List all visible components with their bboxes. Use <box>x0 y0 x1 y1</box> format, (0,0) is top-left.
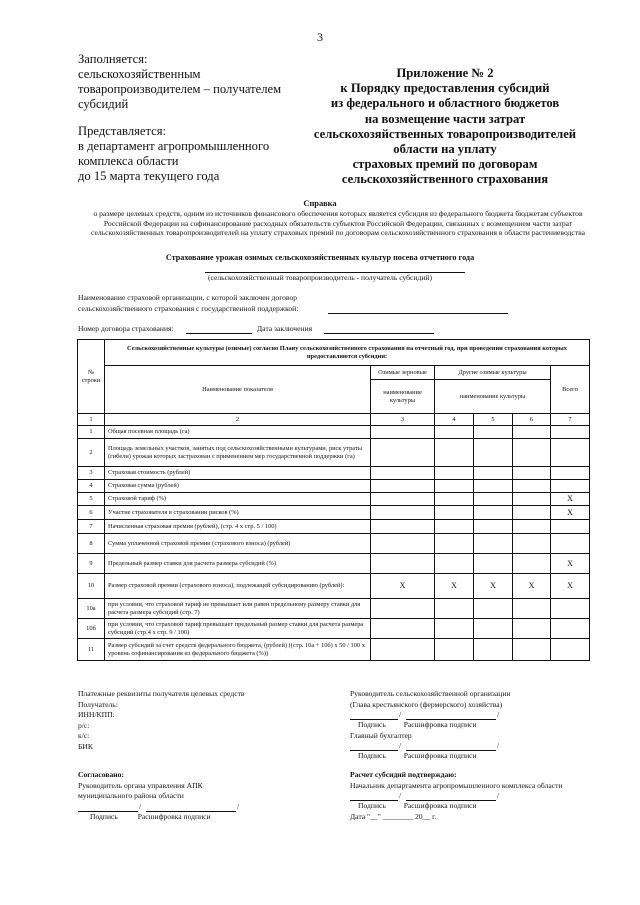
head-decode-field[interactable] <box>406 710 496 720</box>
value-cell[interactable] <box>435 639 474 661</box>
value-cell[interactable] <box>435 554 474 574</box>
value-cell[interactable] <box>371 619 435 639</box>
not-applicable-mark: Х <box>513 574 551 599</box>
col-number: 1 <box>78 414 105 426</box>
insurer-label-1: Наименование страховой организации, с которой заключен договор <box>78 293 298 302</box>
contract-number-field[interactable] <box>186 333 252 334</box>
value-cell[interactable] <box>513 534 551 554</box>
col-other-winter: Другие озимые культуры <box>435 366 551 380</box>
col-number: 4 <box>435 414 474 426</box>
value-cell[interactable] <box>435 480 474 493</box>
value-cell[interactable] <box>435 426 474 439</box>
bank-recipient: Получатель: <box>78 699 118 709</box>
table-row <box>78 467 590 480</box>
value-cell[interactable] <box>371 639 435 661</box>
insurer-field[interactable] <box>328 313 508 314</box>
value-cell[interactable] <box>513 493 551 506</box>
row-number: 11 <box>78 639 105 661</box>
agreed-title: Согласовано: <box>78 770 124 779</box>
subsidy-table <box>77 339 590 661</box>
bank-details <box>78 689 328 753</box>
row-indicator: Сумма уплаченной страховой премии (страхового взноса) (рублей) <box>105 534 371 554</box>
value-cell[interactable] <box>435 506 474 520</box>
date-field[interactable]: Дата "__" ________ 20__ г. <box>350 811 437 821</box>
row-number: 10а <box>78 599 105 619</box>
agreed-line: муниципального района области <box>78 791 184 801</box>
submitted-line: до 15 марта текущего года <box>78 169 220 183</box>
accountant-decode-field[interactable] <box>406 741 496 751</box>
appendix-line: страховых премий по договорам <box>352 157 538 172</box>
row-number: 6 <box>78 506 105 520</box>
appendix-title: Приложение № 2 <box>396 66 494 80</box>
confirmed-line: Начальник департамента агропромышленного комплекса области <box>350 780 563 790</box>
value-cell[interactable] <box>371 599 435 619</box>
table-row <box>78 619 590 639</box>
value-cell[interactable] <box>435 467 474 480</box>
contract-number-label: Номер договора страхования: <box>78 324 174 333</box>
value-cell[interactable] <box>474 534 513 554</box>
fills-line: субсидий <box>78 97 129 111</box>
agreed-sign-field[interactable] <box>78 802 138 812</box>
fills-line: сельскохозяйственным <box>78 67 201 81</box>
col-total: Всего <box>551 366 590 414</box>
insurer-label-2: сельскохозяйственного страхования с государственной поддержкой: <box>78 304 299 313</box>
row-number: 9 <box>78 554 105 574</box>
row-number: 1 <box>78 426 105 439</box>
row-indicator: Участие страхователя в страховании рисков (%) <box>105 506 371 520</box>
not-applicable-mark: Х <box>435 574 474 599</box>
table-row <box>78 493 590 506</box>
certificate-subtitle: Страхование урожая озимых сельскохозяйственных культур посева отчетного года <box>165 253 475 262</box>
value-cell[interactable] <box>513 506 551 520</box>
value-cell[interactable] <box>371 493 435 506</box>
not-applicable-mark: Х <box>551 554 590 574</box>
table-row <box>78 426 590 439</box>
table-row <box>78 554 590 574</box>
value-cell[interactable] <box>551 520 590 534</box>
row-number: 2 <box>78 439 105 467</box>
row-indicator: Начисленная страховая премия (рублей), (стр. 4 х стр. 5 / 100) <box>105 520 371 534</box>
fills-label: Заполняется: <box>78 52 148 66</box>
bank-corr-account: к/с: <box>78 731 90 741</box>
submitted-line: в департамент агропромышленного <box>78 139 270 153</box>
appendix-line: области на уплату <box>393 142 497 157</box>
value-cell[interactable] <box>551 619 590 639</box>
not-applicable-mark: Х <box>551 506 590 520</box>
not-applicable-mark: Х <box>474 574 513 599</box>
value-cell[interactable] <box>474 467 513 480</box>
row-number: 7 <box>78 520 105 534</box>
value-cell[interactable] <box>513 520 551 534</box>
sign-caption: Подпись <box>358 720 386 730</box>
value-cell[interactable] <box>513 467 551 480</box>
submitted-line: комплекса области <box>78 154 179 168</box>
col-number: 2 <box>105 414 371 426</box>
col-number: 5 <box>474 414 513 426</box>
value-cell[interactable] <box>551 480 590 493</box>
submitted-label: Представляется: <box>78 124 167 138</box>
value-cell[interactable] <box>513 426 551 439</box>
value-cell[interactable] <box>551 599 590 619</box>
value-cell[interactable] <box>371 520 435 534</box>
value-cell[interactable] <box>513 599 551 619</box>
value-cell[interactable] <box>551 426 590 439</box>
table-row <box>78 506 590 520</box>
col-indicator: Наименование показателя <box>105 366 371 414</box>
not-applicable-mark: Х <box>551 493 590 506</box>
col-winter-grain: Озимые зерновые <box>371 366 435 380</box>
confirmed-sign-field[interactable] <box>350 791 398 801</box>
bank-account: р/с: <box>78 720 90 730</box>
value-cell[interactable] <box>551 534 590 554</box>
row-indicator: Размер субсидий за счет средств федерального бюджета, (рублей) ((стр. 10а + 10б) х 50 / 100 х уровень софинансирования из федерального бюджета (%)) <box>105 639 371 661</box>
row-indicator: Страховой тариф (%) <box>105 493 371 506</box>
value-cell[interactable] <box>435 439 474 467</box>
not-applicable-mark: Х <box>551 574 590 599</box>
confirmed-decode-field[interactable] <box>406 791 496 801</box>
certificate-text: о размере целевых средств, одним из источников финансового обеспечения которых является субсидия из федерального бюджета бюджетам субъектов Российской Федерации на софинансирование расходных обязательств субъектов Российской Федерации, связанных с возмещением части затрат сельскохозяйственных товаропроизводителей на уплату страховых премий по договорам сельскохозяйственного страхования в области растениеводства <box>91 209 585 238</box>
col-number: 3 <box>371 414 435 426</box>
head-title: Руководитель сельскохозяйственной организации <box>350 689 511 698</box>
value-cell[interactable] <box>513 554 551 574</box>
head-sub: (Глава крестьянского (фермерского) хозяйства) <box>350 699 503 709</box>
value-cell[interactable] <box>371 467 435 480</box>
col-row-number: № строки <box>78 340 105 414</box>
head-signature-block: Руководитель сельскохозяйственной организации (Глава крестьянского (фермерского) хозяйства) / / Подпись Расшифровка подписи Главный бухгалтер / / Подпись Расшифровка подписи <box>350 689 600 762</box>
table-row <box>78 574 590 599</box>
decode-caption: Расшифровка подписи <box>403 720 477 730</box>
value-cell[interactable] <box>474 493 513 506</box>
row-number: 8 <box>78 534 105 554</box>
col-crop-name: наименование культуры <box>371 380 435 414</box>
value-cell[interactable] <box>474 426 513 439</box>
fills-line: товаропроизводителем – получателем <box>78 82 282 96</box>
agreed-line: Руководитель органа управления АПК <box>78 780 203 790</box>
value-cell[interactable] <box>474 639 513 661</box>
appendix-line: сельскохозяйственных товаропроизводителей <box>313 126 577 141</box>
table-row <box>78 520 590 534</box>
row-indicator: Предельный размер ставки для расчета размера субсидий (%) <box>105 554 371 574</box>
row-indicator: Общая посевная площадь (га) <box>105 426 371 439</box>
value-cell[interactable] <box>371 426 435 439</box>
decode-caption: Расшифровка подписи <box>137 811 211 821</box>
col-number: 7 <box>551 414 590 426</box>
row-indicator: Страховая сумма (рублей) <box>105 480 371 493</box>
value-cell[interactable] <box>474 439 513 467</box>
row-indicator: Размер страховой премии (страхового взноса), подлежащей субсидированию (рублей): <box>105 574 371 599</box>
value-cell[interactable] <box>474 599 513 619</box>
row-indicator: при условии, что страховой тариф превышает предельный размер ставки для расчета размера субсидий (стр.4 х стр. 9 / 100) <box>105 619 371 639</box>
value-cell[interactable] <box>371 554 435 574</box>
table-header-top: Сельскохозяйственные культуры (озимые) согласно Плану сельскохозяйственного страхования на отчетный год, при проведении страхования которых предоставляются субсидии: <box>105 340 590 366</box>
value-cell[interactable] <box>435 520 474 534</box>
sign-caption: Подпись <box>358 801 386 811</box>
appendix-header <box>300 66 590 188</box>
value-cell[interactable] <box>474 520 513 534</box>
value-cell[interactable] <box>435 534 474 554</box>
confirmed-title: Расчет субсидий подтверждаю: <box>350 770 457 779</box>
value-cell[interactable] <box>435 619 474 639</box>
value-cell[interactable] <box>371 506 435 520</box>
certificate-title: Справка <box>303 199 337 208</box>
bank-inn: ИНН/КПП: <box>78 710 115 720</box>
value-cell[interactable] <box>474 554 513 574</box>
row-number: 4 <box>78 480 105 493</box>
contract-date-field[interactable] <box>324 333 434 334</box>
value-cell[interactable] <box>371 439 435 467</box>
producer-caption: (сельскохозяйственный товаропроизводитель - получатель субсидий) <box>207 273 432 282</box>
row-indicator: Площадь земельных участков, занятых под сельскохозяйственными культурами, риск утраты (гибели) урожая которых застрахован с применением мер государственной поддержки (га) <box>105 439 371 467</box>
row-number: 10 <box>78 574 105 599</box>
accountant-label: Главный бухгалтер <box>350 730 412 740</box>
appendix-line: сельскохозяйственного страхования <box>341 172 549 187</box>
value-cell[interactable] <box>513 619 551 639</box>
table-row <box>78 534 590 554</box>
page-number: 3 <box>317 30 323 44</box>
bank-bik: БИК <box>78 741 93 751</box>
value-cell[interactable] <box>474 619 513 639</box>
agreed-decode-field[interactable] <box>146 802 236 812</box>
appendix-line: к Порядку предоставления субсидий <box>340 81 550 96</box>
contract-date-label: Дата заключения <box>257 324 313 333</box>
row-indicator: при условии, что страховой тариф не превышает или равен предельному размеру ставки для расчета размера субсидий (стр. 7) <box>105 599 371 619</box>
value-cell[interactable] <box>371 480 435 493</box>
not-applicable-mark: Х <box>371 574 435 599</box>
left-header <box>78 52 308 184</box>
row-number: 3 <box>78 467 105 480</box>
table-row <box>78 439 590 467</box>
col-crop-names: наименование культуры <box>435 380 551 414</box>
table-row <box>78 599 590 619</box>
value-cell[interactable] <box>513 480 551 493</box>
value-cell[interactable] <box>435 599 474 619</box>
row-number: 5 <box>78 493 105 506</box>
value-cell[interactable] <box>513 639 551 661</box>
decode-caption: Расшифровка подписи <box>403 801 477 811</box>
row-indicator: Страховая стоимость (рублей) <box>105 467 371 480</box>
decode-caption: Расшифровка подписи <box>403 751 477 761</box>
value-cell[interactable] <box>513 439 551 467</box>
table-row <box>78 639 590 661</box>
value-cell[interactable] <box>474 506 513 520</box>
col-number: 6 <box>513 414 551 426</box>
table-row <box>78 480 590 493</box>
sign-caption: Подпись <box>90 811 118 821</box>
value-cell[interactable] <box>551 467 590 480</box>
bank-title: Платежные реквизиты получателя целевых средств <box>78 689 245 698</box>
value-cell[interactable] <box>551 639 590 661</box>
confirmed-block: Расчет субсидий подтверждаю: Начальник департамента агропромышленного комплекса области / / Подпись Расшифровка подписи Дата "__" ________ 20__ г. <box>350 770 610 822</box>
value-cell[interactable] <box>371 534 435 554</box>
value-cell[interactable] <box>435 493 474 506</box>
agreed-block: Согласовано: Руководитель органа управления АПК муниципального района области / / Подпись Расшифровка подписи <box>78 770 328 822</box>
value-cell[interactable] <box>551 439 590 467</box>
head-sign-field[interactable] <box>350 710 398 720</box>
row-number: 10б <box>78 619 105 639</box>
value-cell[interactable] <box>474 480 513 493</box>
appendix-line: из федерального и областного бюджетов <box>330 96 560 111</box>
accountant-sign-field[interactable] <box>350 741 398 751</box>
appendix-line: на возмещение части затрат <box>364 111 526 126</box>
sign-caption: Подпись <box>358 751 386 761</box>
